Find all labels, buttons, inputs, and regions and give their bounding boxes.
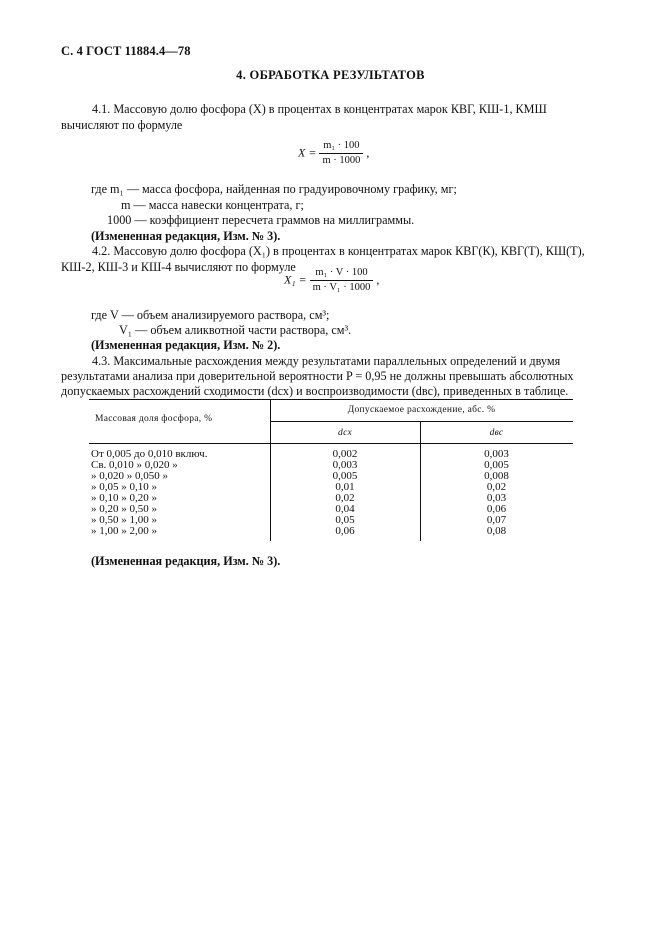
table-cell-dvs: 0,005 <box>484 459 509 471</box>
formula-1-lhs: X = <box>298 145 317 160</box>
section-title: 4. ОБРАБОТКА РЕЗУЛЬТАТОВ <box>236 68 425 82</box>
tolerance-table <box>89 399 573 549</box>
formula-2-lhs: X₁ = <box>284 272 307 287</box>
table-cell-range: » 0,10 » 0,20 » <box>91 492 157 504</box>
table-cell-range: » 0,05 » 0,10 » <box>91 481 157 493</box>
table-cell-dvs: 0,08 <box>486 525 507 537</box>
table-top-rule <box>89 399 573 400</box>
table-cell-dsx: 0,002 <box>332 448 358 460</box>
table-cell-dvs: 0,008 <box>484 470 509 482</box>
table-cell-dvs: 0,06 <box>486 503 507 515</box>
page-header: С. 4 ГОСТ 11884.4—78 <box>61 44 191 58</box>
formula-2-numerator: m₁ · V · 100 <box>310 267 374 281</box>
final-edit-note: (Измененная редакция, Изм. № 3). <box>91 554 281 568</box>
formula-1-end: , <box>366 145 370 160</box>
formula-1-numerator: m₁ · 100 <box>319 140 363 154</box>
formula-2-end: , <box>376 272 380 287</box>
table-header-rule <box>89 443 573 444</box>
p41-where-3: 1000 — коэффициент пересчета граммов на миллиграммы. <box>107 213 415 227</box>
table-cell-dsx: 0,06 <box>335 525 355 537</box>
formula-1-denominator: m · 1000 <box>322 155 361 166</box>
group-header-tolerance: Допускаемое расхождение, абс. % <box>347 405 496 415</box>
p43-line2: результатами анализа при доверительной вероятности P = 0,95 не должны превышать абсолютных <box>61 369 574 383</box>
table-cell-dsx: 0,04 <box>335 503 355 515</box>
p42-edit-note: (Измененная редакция, Изм. № 2). <box>91 338 281 352</box>
table-cell-dvs: 0,003 <box>484 448 509 460</box>
p43-line1: 4.3. Максимальные расхождения между результатами параллельных определений и двумя <box>92 354 561 368</box>
p42-where-2: V₁ — объем аликвотной части раствора, см³. <box>119 323 352 337</box>
col-header-dvs: dвс <box>489 428 504 438</box>
p41-line1: 4.1. Массовую долю фосфора (X) в процентах в концентратах марок КВГ, КШ-1, КМШ <box>92 102 547 116</box>
formula-2-denominator: m · V₁ · 1000 <box>312 282 371 293</box>
table-cell-range: От 0,005 до 0,010 включ. <box>91 448 208 460</box>
table-cell-dvs: 0,03 <box>486 492 507 504</box>
table-cell-dvs: 0,07 <box>486 514 507 526</box>
table-cell-dvs: 0,02 <box>486 481 507 493</box>
p42-line1: 4.2. Массовую долю фосфора (X₁) в процентах в концентратах марок КВГ(К), КВГ(Т), КШ(Т), <box>92 244 585 258</box>
table-cell-dsx: 0,05 <box>335 514 355 526</box>
p41-where-2: m — масса навески концентрата, г; <box>121 198 304 212</box>
p41-line2: вычисляют по формуле <box>61 118 183 132</box>
p42-where-1: где V — объем анализируемого раствора, см³; <box>91 308 330 322</box>
col-header-dsx: dсх <box>338 428 352 438</box>
table-cell-range: » 1,00 » 2,00 » <box>91 525 157 537</box>
formula-2-fraction <box>310 267 374 294</box>
table-cell-dsx: 0,003 <box>332 459 358 471</box>
table-cell-dsx: 0,02 <box>335 492 355 504</box>
formula-1 <box>298 140 369 167</box>
p41-edit-note: (Измененная редакция, Изм. № 3). <box>91 229 281 243</box>
table-subheader-rule <box>270 421 573 422</box>
table-cell-dsx: 0,01 <box>335 481 355 493</box>
table-cell-range: Св. 0,010 » 0,020 » <box>91 459 178 471</box>
p42-line2: КШ-2, КШ-3 и КШ-4 вычисляют по формуле <box>61 260 296 274</box>
col-header-phosphorus: Массовая доля фосфора, % <box>95 414 213 424</box>
table-cell-dsx: 0,005 <box>332 470 358 482</box>
formula-2 <box>284 267 379 294</box>
formula-1-fraction <box>319 140 363 167</box>
p41-where-1: где m₁ — масса фосфора, найденная по градуировочному графику, мг; <box>91 182 457 196</box>
table-cell-range: » 0,020 » 0,050 » <box>91 470 168 482</box>
p43-line3: допускаемых расхождений сходимости (dсх) и воспроизводимости (dвс), приведенных в таблице. <box>61 384 569 398</box>
table-cell-range: » 0,50 » 1,00 » <box>91 514 157 526</box>
table-cell-range: » 0,20 » 0,50 » <box>91 503 157 515</box>
